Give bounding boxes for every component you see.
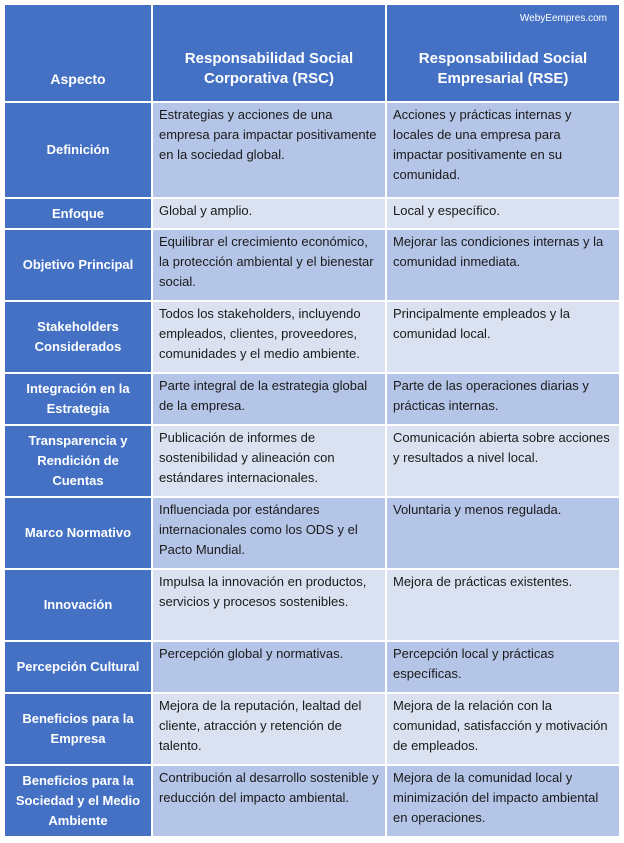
row-aspect: Beneficios para la Sociedad y el Medio Ambiente: [4, 765, 152, 837]
row-rsc-cell: Equilibrar el crecimiento económico, la protección ambiental y el bienestar social.: [152, 229, 386, 301]
row-rse-cell: Mejorar las condiciones internas y la comunidad inmediata.: [386, 229, 620, 301]
table-row: [4, 641, 620, 693]
watermark-text: WebyEempres.com: [519, 13, 607, 24]
table-row: [4, 497, 620, 569]
row-rse-cell: Acciones y prácticas internas y locales de una empresa para impactar positivamente en su comunidad.: [386, 102, 620, 198]
header-aspect: Aspecto: [4, 4, 152, 102]
row-rse-cell: Mejora de la comunidad local y minimización del impacto ambiental en operaciones.: [386, 765, 620, 837]
table-row: [4, 569, 620, 641]
row-rsc-cell: Estrategias y acciones de una empresa para impactar positivamente en la sociedad global.: [152, 102, 386, 198]
row-aspect: Definición: [4, 102, 152, 198]
table-row: [4, 765, 620, 837]
comparison-table: [3, 3, 621, 838]
row-rsc-cell: Percepción global y normativas.: [152, 641, 386, 693]
row-aspect: Enfoque: [4, 198, 152, 229]
table-row: [4, 425, 620, 497]
row-aspect: Objetivo Principal: [4, 229, 152, 301]
table-row: [4, 301, 620, 373]
comparison-table-container: [3, 3, 619, 838]
header-rsc: Responsabilidad Social Corporativa (RSC): [152, 4, 386, 102]
row-aspect: Transparencia y Rendición de Cuentas: [4, 425, 152, 497]
table-row: [4, 693, 620, 765]
row-rsc-cell: Contribución al desarrollo sostenible y reducción del impacto ambiental.: [152, 765, 386, 837]
table-row: [4, 198, 620, 229]
row-aspect: Innovación: [4, 569, 152, 641]
row-rse-cell: Percepción local y prácticas específicas.: [386, 641, 620, 693]
row-rsc-cell: Global y amplio.: [152, 198, 386, 229]
row-aspect: Marco Normativo: [4, 497, 152, 569]
row-rse-cell: Mejora de la relación con la comunidad, satisfacción y motivación de empleados.: [386, 693, 620, 765]
row-rsc-cell: Impulsa la innovación en productos, servicios y procesos sostenibles.: [152, 569, 386, 641]
table-row: [4, 373, 620, 425]
row-aspect: Percepción Cultural: [4, 641, 152, 693]
row-aspect: Beneficios para la Empresa: [4, 693, 152, 765]
row-rse-cell: Voluntaria y menos regulada.: [386, 497, 620, 569]
row-rse-cell: Comunicación abierta sobre acciones y resultados a nivel local.: [386, 425, 620, 497]
row-rsc-cell: Parte integral de la estrategia global de la empresa.: [152, 373, 386, 425]
table-row: [4, 102, 620, 198]
row-rse-cell: Mejora de prácticas existentes.: [386, 569, 620, 641]
row-rse-cell: Principalmente empleados y la comunidad local.: [386, 301, 620, 373]
row-rse-cell: Local y específico.: [386, 198, 620, 229]
header-rse: Responsabilidad Social Empresarial (RSE): [386, 4, 620, 102]
table-row: [4, 229, 620, 301]
row-rsc-cell: Mejora de la reputación, lealtad del cliente, atracción y retención de talento.: [152, 693, 386, 765]
row-rsc-cell: Publicación de informes de sostenibilidad y alineación con estándares internacionales.: [152, 425, 386, 497]
row-rsc-cell: Influenciada por estándares internacionales como los ODS y el Pacto Mundial.: [152, 497, 386, 569]
row-rse-cell: Parte de las operaciones diarias y prácticas internas.: [386, 373, 620, 425]
row-aspect: Stakeholders Considerados: [4, 301, 152, 373]
row-aspect: Integración en la Estrategia: [4, 373, 152, 425]
row-rsc-cell: Todos los stakeholders, incluyendo empleados, clientes, proveedores, comunidades y el medio ambiente.: [152, 301, 386, 373]
